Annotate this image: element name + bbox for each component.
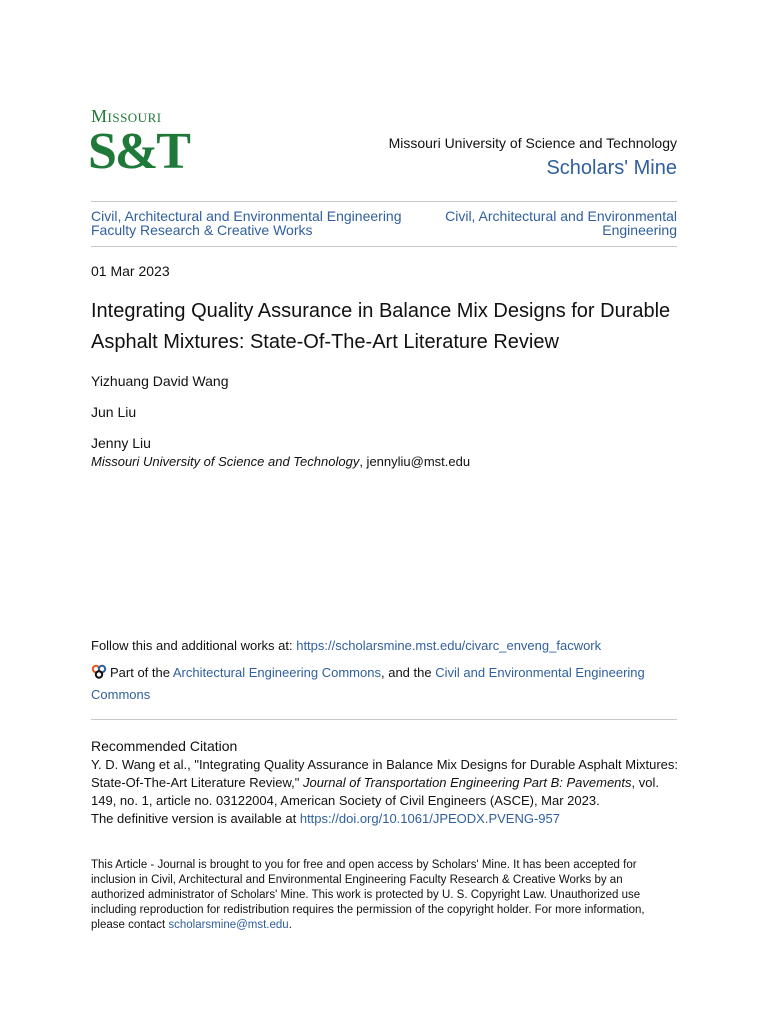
part-of-line bbox=[91, 662, 651, 706]
affiliation-institution: Missouri University of Science and Technology bbox=[91, 454, 360, 469]
institution-name: Missouri University of Science and Technology bbox=[388, 135, 677, 151]
author-name: Jenny Liu bbox=[91, 435, 151, 451]
repository-link[interactable]: Scholars' Mine bbox=[546, 157, 677, 179]
part-of-middle: , and the bbox=[380, 665, 436, 680]
follow-prefix: Follow this and additional works at: bbox=[91, 638, 297, 653]
follow-link[interactable]: https://scholarsmine.mst.edu/civarc_enveng_facwork bbox=[296, 638, 602, 653]
commons-network-icon bbox=[91, 664, 107, 680]
author-name: Jun Liu bbox=[91, 404, 137, 420]
publication-date: 01 Mar 2023 bbox=[91, 263, 170, 279]
contact-email-link[interactable]: scholarsmine@mst.edu bbox=[168, 919, 289, 931]
divider-top bbox=[91, 201, 677, 202]
part-of-prefix: Part of the bbox=[110, 665, 173, 680]
collection-link-faculty-works[interactable]: Civil, Architectural and Environmental Engineering Faculty Research & Creative Works bbox=[91, 208, 402, 238]
citation-journal: Journal of Transportation Engineering Part B: Pavements bbox=[302, 775, 632, 790]
author-affiliation bbox=[91, 454, 470, 469]
citation-end: , vol. 149, no. 1, article no. 03122004, American Society of Civil Engineers (ASCE), Mar 2023. bbox=[91, 775, 659, 808]
commons-link-architectural[interactable]: Architectural Engineering Commons bbox=[172, 665, 381, 680]
citation-start: Y. D. Wang et al., "Integrating Quality Assurance in Balance Mix Designs for Durable Asphalt Mixtures: State-Of-The-Art Literature Review," bbox=[91, 757, 679, 790]
author-name: Yizhuang David Wang bbox=[91, 373, 229, 389]
citation-heading: Recommended Citation bbox=[91, 738, 238, 754]
commons-link-civil-environmental[interactable]: Civil and Environmental Engineering Commons bbox=[91, 665, 645, 702]
doi-prefix: The definitive version is available at bbox=[91, 811, 300, 826]
divider-collections bbox=[91, 246, 677, 247]
article-title: Integrating Quality Assurance in Balance Mix Designs for Durable Asphalt Mixtures: State-Of-The-Art Literature Review bbox=[91, 300, 671, 353]
logo-st-mark: S&T bbox=[88, 123, 189, 180]
collection-link-department[interactable]: Civil, Architectural and Environmental Engineering bbox=[445, 208, 677, 238]
follow-line bbox=[91, 638, 601, 653]
doi-link[interactable]: https://doi.org/10.1061/JPEODX.PVENG-957 bbox=[299, 811, 560, 826]
notice-end: . bbox=[288, 919, 292, 931]
access-notice bbox=[91, 858, 671, 933]
logo-missouri-text: Missouri bbox=[91, 106, 162, 126]
notice-text: This Article - Journal is brought to you for free and open access by Scholars' Mine. It has been accepted for inclusion in Civil, Architectural and Environmental Engineering Faculty Research & Creative Works by an authorized administrator of Scholars' Mine. This work is protected by U. S. Copyright Law. Unauthorized use including reproduction for redistribution requires the permission of the copyright holder. For more information, please contact bbox=[91, 859, 645, 931]
author-email: , jennyliu@mst.edu bbox=[359, 454, 471, 469]
citation-text bbox=[91, 756, 681, 828]
divider-citation bbox=[91, 719, 677, 720]
